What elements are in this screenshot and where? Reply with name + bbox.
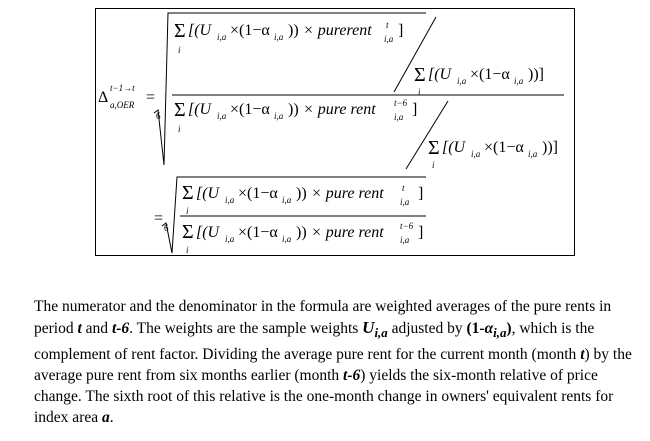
sum-sign: Σ [414, 64, 426, 86]
weight-subscript: i,a [374, 325, 388, 341]
factor-close: ) [506, 320, 512, 338]
weight-symbol: U [362, 318, 375, 338]
delta-subscript: a,OER [110, 100, 135, 110]
times-pure-rent: × pure rent [311, 185, 384, 202]
close-paren: )) [288, 22, 299, 39]
delta-symbol: Δ [98, 89, 109, 106]
one-minus-alpha: ×(1−α [238, 224, 278, 241]
rent-sub: i,a [394, 112, 404, 122]
rent-sub: i,a [384, 34, 394, 44]
sum-sign: Σ [428, 137, 440, 159]
sum-index: i [178, 45, 181, 55]
numerator-weights [414, 64, 544, 97]
numerator-current [174, 20, 403, 55]
sum-index: i [418, 87, 421, 97]
alpha-symbol: α [484, 320, 494, 338]
weights-close: ))] [528, 66, 544, 83]
rent-sup: t−6 [394, 98, 408, 108]
weight-u: [(U [188, 22, 212, 39]
weight-u-sub: i,a [471, 149, 481, 159]
denominator-prior [174, 98, 417, 134]
rent-sub: i,a [400, 235, 410, 245]
text-segment: . The weights are the sample weights [129, 320, 363, 338]
factor-open: (1- [466, 320, 485, 338]
close-bracket: ] [412, 101, 418, 118]
month-t: t [580, 345, 585, 363]
alpha-sub: i,a [274, 32, 284, 42]
sum-sign: Σ [174, 20, 186, 42]
one-minus-alpha: ×(1−α [470, 66, 510, 83]
times-pure-rent: × purerent [303, 22, 372, 39]
month-t-6: t-6 [343, 366, 361, 384]
period-t: t [77, 320, 82, 338]
alpha-sub: i,a [282, 195, 292, 205]
formula-box [95, 8, 575, 256]
rent-sup: t−6 [400, 221, 414, 231]
one-minus-alpha: ×(1−α [230, 101, 270, 118]
sum-index: i [178, 124, 181, 134]
text-segment: The numerator and the denominator in the formula are weighted averages of the pure rents in period [34, 298, 612, 338]
sum-index: i [186, 245, 189, 255]
close-paren: )) [296, 185, 307, 202]
weight-u-sub: i,a [457, 76, 467, 86]
one-minus-alpha: ×(1−α [230, 22, 270, 39]
period-t-6: t-6 [111, 320, 130, 338]
equals-sign-1: = [146, 89, 156, 106]
text-segment: ) yields the six-month relative of price change. The sixth root of this relative is the one-month change in owners' equivalent rents for index area [34, 366, 614, 427]
simplified-numerator [182, 182, 423, 216]
oer-formula [96, 9, 576, 257]
weight-u: [(U [196, 224, 220, 241]
sum-sign: Σ [174, 99, 186, 121]
root-index-1: 6 [156, 111, 161, 121]
explanation-paragraph [34, 296, 634, 428]
rent-sub: i,a [400, 197, 410, 207]
sum-sign: Σ [182, 221, 194, 243]
denominator-weights [428, 137, 558, 170]
one-minus-alpha: ×(1−α [238, 185, 278, 202]
weight-u: [(U [196, 185, 220, 202]
close-paren: )) [288, 101, 299, 118]
text-segment: adjusted by [387, 320, 467, 338]
equals-sign-2: = [154, 210, 164, 227]
one-minus-alpha: ×(1−α [484, 139, 524, 156]
weight-u-sub: i,a [225, 195, 235, 205]
sum-index: i [432, 160, 435, 170]
weights-close: ))] [542, 139, 558, 156]
close-paren: )) [296, 224, 307, 241]
rent-sup: t [402, 183, 405, 193]
weight-u: [(U [188, 101, 212, 118]
weight-u: [(U [442, 139, 466, 156]
text-segment: . [109, 409, 114, 427]
weight-u-sub: i,a [217, 111, 227, 121]
rent-sup: t [386, 20, 389, 30]
simplified-denominator [182, 221, 423, 255]
delta-superscript: t−1→t [110, 83, 135, 93]
alpha-sub: i,a [528, 149, 538, 159]
alpha-sub: i,a [514, 76, 524, 86]
weight-u-sub: i,a [217, 32, 227, 42]
alpha-sub: i,a [282, 234, 292, 244]
index-area-a: a [102, 409, 110, 427]
close-bracket: ] [418, 224, 424, 241]
text-segment: ) by the average pure rent from six months earlier (month [34, 345, 632, 384]
close-bracket: ] [418, 185, 424, 202]
weight-u: [(U [428, 66, 452, 83]
sum-sign: Σ [182, 182, 194, 204]
root-index-2: 6 [164, 223, 169, 233]
text-segment: and [81, 320, 112, 338]
times-pure-rent: × pure rent [311, 224, 384, 241]
alpha-sub: i,a [274, 111, 284, 121]
alpha-subscript: i,a [493, 325, 507, 341]
text-segment: , which is the complement of rent factor. Dividing the average pure rent for the current month (month [34, 320, 595, 363]
times-pure-rent: × pure rent [303, 101, 376, 118]
weight-u-sub: i,a [225, 234, 235, 244]
close-bracket: ] [398, 22, 404, 39]
sum-index: i [186, 206, 189, 216]
